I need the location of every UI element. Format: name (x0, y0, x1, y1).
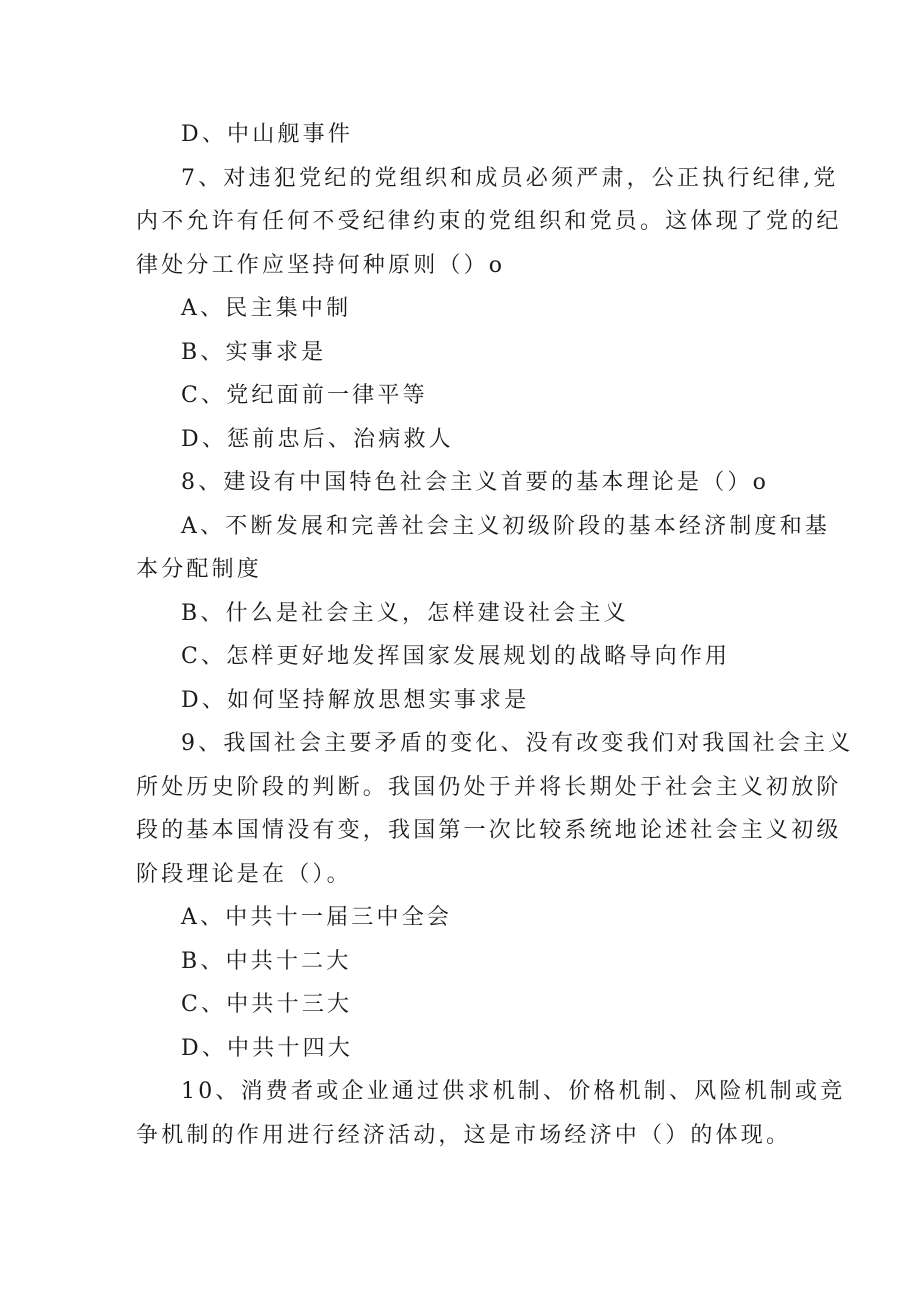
question-9-option-c: C、中共十三大 (181, 992, 353, 1017)
question-8-option-b: B、什么是社会主义，怎样建设社会主义 (181, 601, 629, 626)
question-8-option-a-line-2: 本分配制度 (136, 557, 263, 582)
question-8-option-d: D、如何坚持解放思想实事求是 (181, 688, 530, 713)
question-10-stem-line-1: 10、消费者或企业通过供求机制、价格机制、风险机制或竞 (181, 1079, 846, 1104)
question-7-stem-line-2: 内不允许有任何不受纪律约束的党组织和党员。这体现了党的纪 (136, 209, 842, 234)
question-9-option-b: B、中共十二大 (181, 949, 352, 974)
question-8-option-c: C、怎样更好地发挥国家发展规划的战略导向作用 (181, 644, 731, 669)
question-8-option-a-line-1: A、不断发展和完善社会主义初级阶段的基本经济制度和基 (181, 514, 831, 539)
question-7-option-c: C、党纪面前一律平等 (181, 383, 428, 408)
question-9-stem-line-3: 段的基本国情没有变，我国第一次比较系统地论述社会主义初级 (136, 818, 842, 843)
question-7-stem-line-1: 7、对违犯党纪的党组织和成员必须严肃，公正执行纪律,党 (181, 166, 839, 191)
question-9-stem-line-2: 所处历史阶段的判断。我国仍处于并将长期处于社会主义初放阶 (136, 775, 842, 800)
question-9-stem-line-4: 阶段理论是在（）。 (136, 862, 352, 887)
question-9-option-a: A、中共十一届三中全会 (181, 905, 453, 930)
question-8-stem-line-1: 8、建设有中国特色社会主义首要的基本理论是（）o (181, 470, 770, 495)
question-10-stem-line-2: 争机制的作用进行经济活动，这是市场经济中（）的体现。 (136, 1123, 792, 1148)
question-7-option-b: B、实事求是 (181, 340, 327, 365)
question-9-option-d: D、中共十四大 (181, 1036, 354, 1061)
prev-option-d: D、中山舰事件 (181, 122, 354, 147)
question-9-stem-line-1: 9、我国社会主要矛盾的变化、没有改变我们对我国社会主义 (181, 731, 854, 756)
question-7-option-a: A、民主集中制 (181, 296, 352, 321)
question-7-option-d: D、惩前忠后、治病救人 (181, 427, 454, 452)
question-7-stem-line-3: 律处分工作应坚持何种原则（）o (136, 253, 506, 278)
